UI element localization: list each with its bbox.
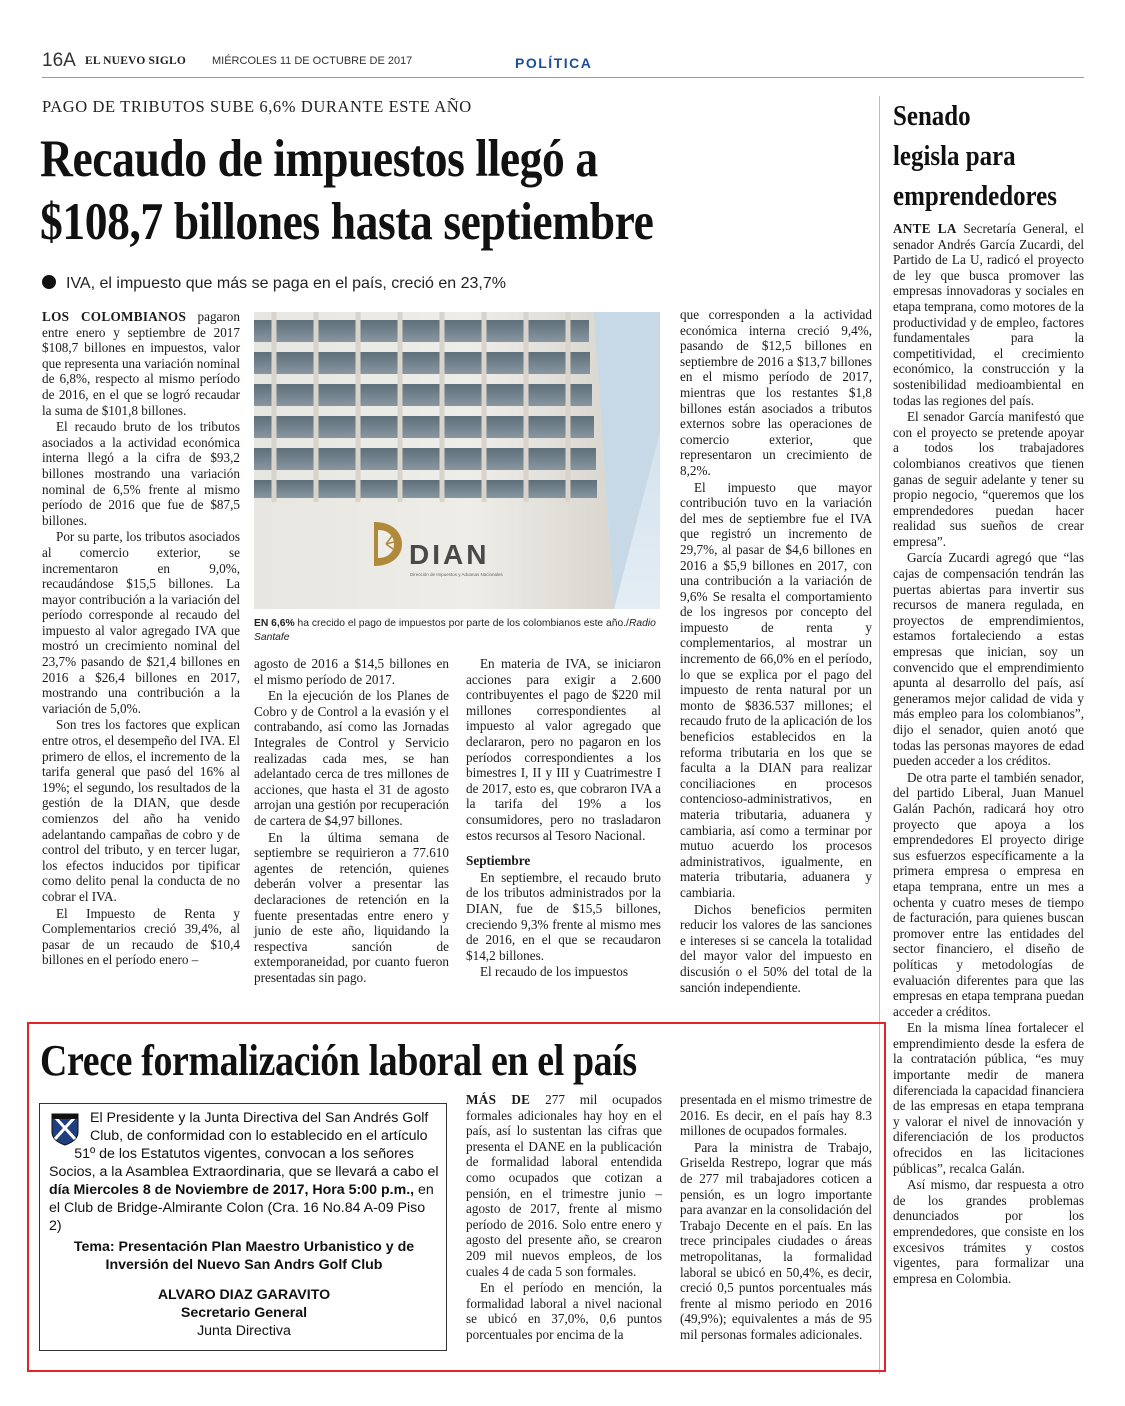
subhead-text: IVA, el impuesto que más se paga en el país, creció en 23,7% [66, 275, 506, 292]
paragraph: Son tres los factores que explican entre otros, el desempeño del IVA. El primero de ellos, el incremento de la tarifa general que pasó del 16% al 19%; el segundo, los resultados de la gestión de la DIAN, que desde comienzos del año ha venido adelantando campañas de cobro y de control del tributo, y en tercer lugar, los efectos inducidos por tipificar como delito penal la conducta de no cobrar el IVA. [42, 717, 240, 904]
paragraph: ANTE LA Secretaría General, el senador Andrés García Zucardi, del Partido de La U, radicó el proyecto de ley que busca promover las empresas innovadoras y sociales en etapa temprana, como motores de la productividad y de empleo, factores fundamentales para la competitividad, el crecimiento económico, la construcción y la sostenibilidad medioambiental en todas las regiones del país. [893, 221, 1084, 408]
svg-text:Dirección de Impuestos y Aduan: Dirección de Impuestos y Aduanas Nacionales [410, 572, 503, 577]
paragraph: agosto de 2016 a $14,5 billones en el mismo período de 2017. [254, 656, 449, 687]
issue-date: MIÉRCOLES 11 DE OCTUBRE DE 2017 [212, 55, 413, 67]
paragraph: García Zucardi agregó que “las cajas de compensación tendrán las puertas abiertas para invertir sus recursos de manera regulada, en proyectos de emprendimientos, estamos fortaleciendo a estas empresas que inician, soy un convencido que el emprendimiento apunta al desarrollo del país, así generamos mejor calidad de vida y más empleo para los colombianos”, dijo el senador, quien anotó que todas las personas mayores de edad pueden acceder a los créditos. [893, 550, 1084, 769]
paragraph: En septiembre, el recaudo bruto de los tributos administrados por la DIAN, fue de $15,5 billones, creciendo 9,3% frente al mismo mes de 2016, en el que se recaudaron $14,2 billones. [466, 869, 661, 963]
page-number: 16A [42, 50, 76, 71]
box-column-1 [466, 1092, 662, 1344]
dian-building-photo [254, 312, 660, 609]
notice-ad-text: El Presidente y la Junta Directiva del San Andrés Golf Club, de conformidad con lo establecido en el artículo 51º de los Estatutos vigentes, convocan a los señores Socios, a la Asamblea Extraordinaria, que se llevará a cabo el día Miercoles 8 de Noviembre de 2017, Hora 5:00 p.m., en el Club de Bridge-Almirante Colon (Cra. 16 No.84 A-09 Piso 2) [49, 1110, 439, 1234]
article-column-2 [254, 656, 449, 986]
paragraph: Así mismo, dar respuesta a otro de los grandes problemas denunciados por los emprendedores, que consiste en los excesivos trámites y costos vigentes, para formalizar una empresa en Colombia. [893, 1177, 1084, 1286]
paragraph: En la última semana de septiembre se requirieron a 77.610 agentes de retención, quienes deberán volver a presentar las declaraciones de retención en la fuente presentadas entre enero y junio de este año, liquidando la respectiva sanción de extemporaneidad, por cuanto fueron presentadas sin pago. [254, 829, 449, 985]
lead-in: LOS COLOMBIANOS [42, 309, 187, 324]
bullet-icon [42, 275, 56, 289]
paper-name: EL NUEVO SIGLO [85, 55, 186, 67]
page-header [42, 48, 1084, 78]
section-subtitle: Septiembre [466, 853, 531, 869]
paragraph: Dichos beneficios permiten reducir los valores de las sanciones e intereses si se cancela la totalidad del mayor valor del impuesto en discusión o el 50% del total de la sanción independiente. [680, 901, 872, 995]
section-name: POLÍTICA [515, 55, 593, 71]
caption-bold: EN 6,6% [254, 618, 295, 629]
paragraph: En la misma línea fortalecer el emprendimiento desde la esfera de la contratación pública, “es muy importante medir de manera diferenciada la capacidad financiera de las empresas en etapa temprana y valorar el nivel de innovación y diferenciación de los productos ofrecidos en las licitaciones públicas”, recalca Galán. [893, 1020, 1084, 1176]
lead-in: ANTE LA [893, 221, 957, 236]
paragraph: De otra parte el también senador, del partido Liberal, Juan Manuel Galán Pachón, radicará hoy otro proyecto que apoya a los emprendedores El proyecto dirige sus esfuerzos específicamente a la primera empresa o empresa en etapa temprana, entre un mes a ochenta y cuatro meses de tiempo de facturación, para quienes buscan promover entre las entidades del sector financiero, el diseño de políticas y metodologías de evaluación diferentes para que las empresas en etapa temprana puedan acceder a créditos. [893, 769, 1084, 1019]
article-headline [40, 128, 883, 254]
headline-line-2: $108,7 billones hasta septiembre [40, 193, 654, 251]
paragraph: Por su parte, los tributos asociados al comercio exterior, se incrementaron en 9,0%, recaudándose $15,5 billones. La mayor contribución a la variación del período corresponde al recaudo del impuesto al valor agregado IVA que mostró un crecimiento nominal del 23,7% pasando de $21,4 billones en 2016 a $26,4 billones en 2017, mostrando una contribución a la variación de 5,0%. [42, 529, 240, 716]
paragraph: El impuesto que mayor contribución tuvo en la variación del mes de septiembre fue el IVA que registró un incremento de 29,7%, al pasar de $4,6 billones en 2016 a $5,9 billones en 2017, con una contribución a la variación de 9,6% Se resalta el comportamiento de los ingresos por concepto del impuesto de renta y complementarios, al mostrar un incremento de 66,0% en el período, lo que se explica por el pago del impuesto de renta natural por un monto de $836.537 millones; el recaudo fruto de la aplicación de los beneficios establecidos en la reforma tributaria en los que se faculta a la DIAN para realizar conciliaciones en procesos contencioso-administrativos, en materia tributaria, aduanera y cambiaria, así como a terminar por mutuo acuerdo los procesos administrativos, igualmente, en materia tributaria, aduanera y cambiaria. [680, 479, 872, 900]
photo-caption [254, 617, 660, 644]
article-column-1 [42, 309, 240, 969]
notice-ad-theme: Tema: Presentación Plan Maestro Urbanistico y de Inversión del Nuevo San Andrs Golf Club [73, 1239, 415, 1273]
lead-in: MÁS DE [466, 1092, 531, 1107]
article-column-3 [466, 656, 661, 981]
caption-credit: Radio Santafe [254, 618, 656, 643]
paragraph: El recaudo de los impuestos [480, 964, 628, 980]
paragraph: En la ejecución de los Planes de Cobro y de Control a la evasión y el contrabando, así como las Jornadas Integrales de Control y Servicio realizadas cada mes, se han adelantado cerca de tres millones de acciones, que hasta el 31 de agosto arrojan una gestión por recuperación de cartera de $4,97 billones. [254, 688, 449, 828]
sidebar-column [893, 221, 1084, 1287]
article-photo [254, 312, 660, 609]
caption-text: ha crecido el pago de impuestos por parte de los colombianos este año./ [294, 618, 629, 629]
article-column-4 [680, 307, 872, 996]
paragraph: En materia de IVA, se iniciaron acciones para exigir a 2.600 contribuyentes el pago de $220 mil millones correspondientes al impuesto al valor agregado que declararon, pero no pagaron en los períodos correspondientes a los bimestres I, II y III y Cuatrimestre I de 2017, esto es, que cobraron IVA a la tarifa del 19% a los consumidores, pero no trasladaron estos recursos al Tesoro Nacional. [466, 656, 661, 843]
paragraph: Para la ministra de Trabajo, Griselda Restrepo, lograr que más de 277 mil trabajadores coticen a pensión, es un logro importante para avanzar en la consolidación del Trabajo Decente en el país. En las trece principales ciudades o áreas metropolitanas, la formalidad laboral se ubicó en 50,4%, es decir, creció 0,5 puntos porcentuales más frente al mismo periodo en 2016 (49,9%); equivalentes a más de 95 mil personas formales adicionales. [680, 1139, 872, 1342]
box-headline: Crece formalización laboral en el país [40, 1036, 637, 1085]
article-subhead [42, 275, 506, 293]
headline-line-1: Recaudo de impuestos llegó a [40, 130, 598, 188]
paragraph: presentada en el mismo trimestre de 2016. Es decir, en el país hay 8.3 millones de ocupados formales. [680, 1092, 872, 1139]
paragraph: El recaudo bruto de los tributos asociados a la actividad económica interna llegó a la cifra de $93,2 billones mostrando una variación nominal de 6,5% frente al mismo período de 2016 que fue de $87,5 billones. [42, 419, 240, 528]
paragraph: MÁS DE 277 mil ocupados formales adicionales hay hoy en el país, así lo sustentan las cifras que presenta el DANE en la publicación de formalidad laboral entendida como ocupados que cotizan a pensión, en el trimestre junio – agosto de 2017, frente al mismo período de 2016. Solo entre enero y agosto del presente año, se crearon 209 mil nuevos empleos, de los cuales 4 de cada 5 son formales. [466, 1092, 662, 1279]
dian-sign: DIAN [409, 539, 490, 570]
box-column-2 [680, 1092, 872, 1344]
paragraph: En el período en mención, la formalidad laboral a nivel nacional se ubicó en 37,0%, 0,6 puntos porcentuales por encima de la [466, 1280, 662, 1342]
paragraph: El Impuesto de Renta y Complementarios creció 39,4%, al pasar de un recaudo de $10,4 billones en el período enero – [42, 905, 240, 968]
article-kicker: PAGO DE TRIBUTOS SUBE 6,6% DURANTE ESTE AÑO [42, 97, 472, 116]
sidebar-headline: Senado legisla para emprendedores [893, 100, 1057, 212]
paragraph: LOS COLOMBIANOS pagaron entre enero y septiembre de 2017 $108,7 billones en impuestos, valor que representa una variación nominal de 6,8%, respecto al mismo período de 2016, en el que se logró recaudar la suma de $101,8 billones. [42, 309, 240, 418]
paragraph: El senador García manifestó que con el proyecto se pretende apoyar a todos los trabajadores colombianos creativos que tienen ganas de seguir adelante y tener su propio negocio, “queremos que los emprendedores puedan hacer realidad sus sueños de crear empresa”. [893, 409, 1084, 549]
notice-ad-signature: ALVARO DIAZ GARAVITO Secretario General Junta Directiva [157, 1287, 331, 1339]
paragraph: que corresponden a la actividad económica interna creció 9,4%, pasando de $12,5 billones en septiembre de 2016 a $13,7 billones en el mismo período de 2017, mientras que los restantes $1,8 billones están asociados a tributos externos sobre las operaciones de comercio exterior, que representaron un crecimiento de 8,2%. [680, 307, 872, 478]
